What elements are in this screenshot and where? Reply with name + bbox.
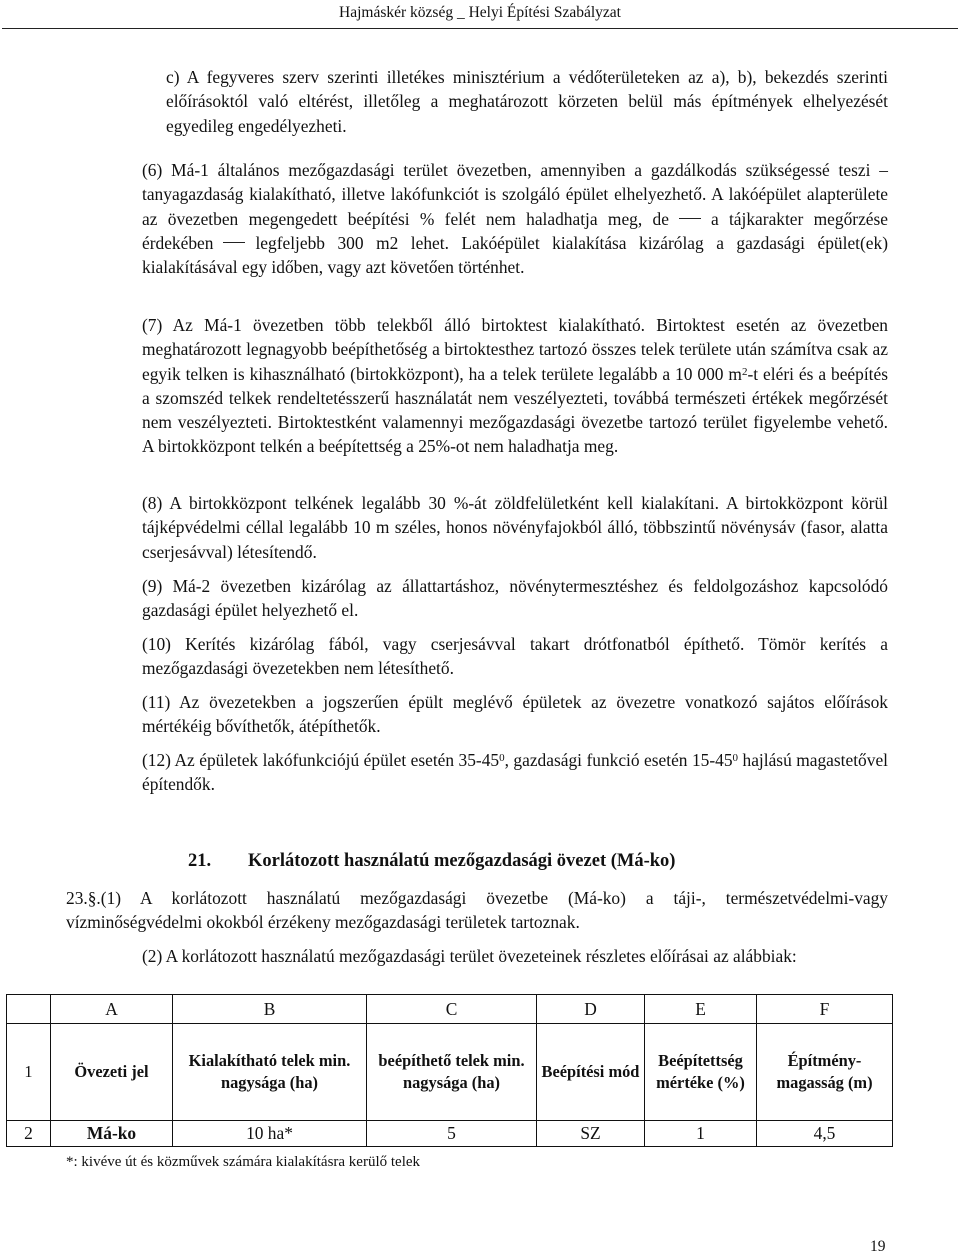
section-title-text: Korlátozott használatú mezőgazdasági övezet (Má-ko) (248, 851, 676, 871)
paragraph-12-text-a: (12) Az épületek lakófunkciójú épület esetén 35-45 (142, 750, 500, 770)
table-header-cell: Építmény-magasság (m) (757, 1024, 893, 1121)
paragraph-12-text-b: , gazdasági funkció esetén 15-45 (504, 750, 733, 770)
table-cell: 1 (645, 1121, 757, 1147)
table-row-index: 2 (7, 1121, 51, 1147)
table-cell: 5 (367, 1121, 537, 1147)
paragraph-6 (142, 158, 888, 279)
em-dash-rule (679, 218, 701, 219)
table-col-letter: A (51, 995, 173, 1024)
paragraph-23-2 (142, 944, 888, 968)
paragraph-7-text-b: -t eléri és a beépítés a szomszéd telkek rendeltetésszerű használatát nem veszélyezteti, továbbá természeti értékek megőrzését nem veszélyezteti. Birtoktestként valamennyi mezőgazdasági övezetbe tartozó terület figyelembe vehető. A birtokközpont telkén a beépítettség a 25%-ot nem haladhatja meg. (142, 363, 888, 457)
header-divider (2, 28, 958, 29)
table-header-cell: Beépítettség mértéke (%) (645, 1024, 757, 1121)
superscript-2: 2 (741, 365, 748, 378)
paragraph-6-text-b: a tájkarakter megőrzése érdekében (142, 208, 888, 253)
paragraph-6-text-a: (6) Má-1 általános mezőgazdasági terület övezetben, amennyiben a gazdálkodás szükségessé teszi – tanyagazdaság kialakítható, illetve lakófunkciót is szolgáló épület elhelyezhető. A lakóépület alapterülete az övezetben megengedett beépítési % felét nem haladhatja meg, de (142, 160, 888, 229)
paragraph-c-text: c) A fegyveres szerv szerinti illetékes minisztérium a védőterületeken az a), b), bekezdés szerinti előírásoktól való eltérést, illetőleg a meghatározott körzeten belül más építmények elhelyezését egyedileg engedélyezheti. (166, 67, 888, 136)
paragraph-11 (142, 690, 888, 739)
table-header-cell: beépíthető telek min. nagysága (ha) (367, 1024, 537, 1121)
table-row (7, 1024, 893, 1121)
paragraph-9 (142, 574, 888, 623)
page-number: 19 (870, 1238, 886, 1255)
paragraph-8-text: (8) A birtokközpont telkének legalább 30 %-át zöldfelületként kell kialakítani. A birtokközpont körül tájképvédelmi céllal legalább 10 m széles, honos növényfajokból álló, többszintű növénysáv (fasor, alatta cserjesávval) létesítendő. (142, 493, 888, 562)
table-col-letter: E (645, 995, 757, 1024)
table-letter-row (7, 995, 893, 1024)
paragraph-12 (142, 748, 888, 797)
zoning-table (6, 994, 893, 1147)
section-number: 21. (188, 851, 212, 871)
paragraph-6-text-c: legfeljebb 300 m2 lehet. Lakóépület kialakítása kizárólag a gazdasági épület(ek) kialakításával egy időben, vagy azt követően történhet. (142, 232, 888, 278)
table-col-letter: F (757, 995, 893, 1024)
paragraph-23-2-text: (2) A korlátozott használatú mezőgazdasági terület övezeteinek részletes előírásai az alábbiak: (142, 946, 797, 966)
table-col-letter: B (173, 995, 367, 1024)
section-heading (188, 848, 888, 874)
superscript-degree: 0 (732, 752, 739, 764)
table-row-index: 1 (7, 1024, 51, 1121)
table-cell: SZ (537, 1121, 645, 1147)
paragraph-11-text: (11) Az övezetekben a jogszerűen épült meglévő épületek az övezetre vonatkozó sajátos előírások mértékéig bővíthetők, átépíthetők. (142, 692, 888, 737)
paragraph-7-text-a: (7) Az Má-1 övezetben több telekből álló birtoktest kialakítható. Birtoktest esetén az övezetben meghatározott legnagyobb beépíthetőség a birtoktesthez tartozó összes telek területe után számítva csak az egyik telken is kihasználható (birtokközpont), ha a telek területe legalább a 10 000 m (142, 315, 888, 384)
paragraph-23-1 (66, 886, 888, 935)
em-dash-rule (223, 242, 245, 243)
table-header-cell: Beépítési mód (537, 1024, 645, 1121)
paragraph-c (166, 65, 888, 138)
table-header-cell: Övezeti jel (51, 1024, 173, 1121)
table-cell-empty (7, 995, 51, 1024)
table-cell: 4,5 (757, 1121, 893, 1147)
table-cell: 10 ha* (173, 1121, 367, 1147)
table-cell: Má-ko (51, 1121, 173, 1147)
paragraph-9-text: (9) Má-2 övezetben kizárólag az állattartáshoz, növénytermesztéshez és feldolgozáshoz kapcsolódó gazdasági épület helyezhető el. (142, 576, 888, 621)
paragraph-10 (142, 632, 888, 681)
table-col-letter: C (367, 995, 537, 1024)
table-header-cell: Kialakítható telek min. nagysága (ha) (173, 1024, 367, 1121)
paragraph-10-text: (10) Kerítés kizárólag fából, vagy cserjesávval takart drótfonatból építhető. Tömör kerítés a mezőgazdasági övezetekben nem létesíthető. (142, 634, 888, 679)
table-col-letter: D (537, 995, 645, 1024)
paragraph-7 (142, 313, 888, 459)
table-footnote: *: kivéve út és közművek számára kialakításra kerülő telek (66, 1154, 421, 1170)
table-row (7, 1121, 893, 1147)
superscript-degree: 0 (499, 752, 505, 764)
paragraph-12-text-c: hajlású magastetővel építendők. (142, 750, 888, 795)
paragraph-8 (142, 491, 888, 564)
paragraph-23-1-text: 23.§.(1) A korlátozott használatú mezőgazdasági övezetbe (Má-ko) a táji-, természetvédelmi-vagy vízminőségvédelmi okokból érzékeny mezőgazdasági területek tartoznak. (66, 888, 888, 933)
page-header: Hajmáskér község _ Helyi Építési Szabályzat (339, 4, 621, 21)
